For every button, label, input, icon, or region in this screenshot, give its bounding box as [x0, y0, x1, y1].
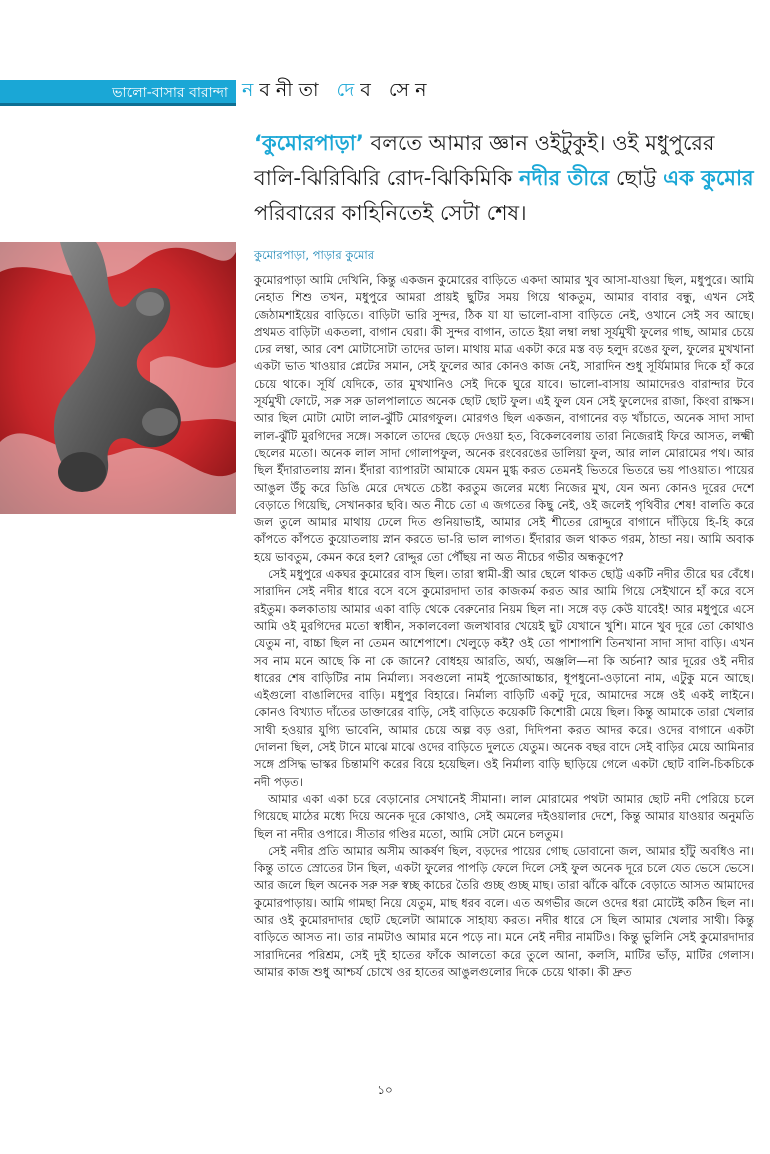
lead-highlight-2: এক কুমোর [663, 166, 754, 190]
lead-text-2: ছোট্ট [609, 166, 664, 190]
body-paragraph: সেই নদীর প্রতি আমার অসীম আকর্ষণ ছিল, বড়দের পায়ের গোছ ডোবানো জল, আমার হাঁটু অবধিও না। কিন্তু তাতে স্রোতের টান ছিল, একটা ফুলের পাপড়ি ফেলে দিলে সেই ফুল অনেক দূরে চলে যেত ভেসে ভেসে। আর জলে ছিল অনেক সরু সরু স্বচ্ছ কাচের তৈরি গুচ্ছ গুচ্ছ মাছ। তারা ঝাঁকে ঝাঁকে বেড়াতে আসত আমাদের কুমোরপাড়ায়। আমি গামছা নিয়ে যেতুম, মাছ ধরব বলে। এত অগভীর জলে ওদের ধরা মোটেই কঠিন ছিল না। আর ওই কুমোরদাদার ছোট ছেলেটা আমাকে সাহায্য করত। নদীর ধারে সে ছিল আমার খেলার সাথী। কিন্তু বাড়িতে আসত না। তার নামটাও আমার মনে পড়ে না। মনে নেই নদীর নামটিও। কিন্তু ভুলিনি সেই কুমোরদাদার সারাদিনের পরিশ্রম, সেই দুই হাতের ফাঁকে আলতো করে তুলে আনা, কলসি, মাটির ভাঁড়, মাটির গেলাস। আমার কাজ শুধু আশ্চর্য চোখে ওর হাতের আঙুলগুলোর দিকে চেয়ে থাকা। কী দ্রুত [254, 843, 754, 979]
lead-quote: ‘কুমোরপাড়া’ [254, 131, 364, 155]
section-caption: কুমোরপাড়া, পাড়ার কুমোর [254, 248, 375, 262]
author-name [242, 76, 432, 108]
column-tag: ভালো-বাসার বারান্দা [0, 80, 236, 106]
body-paragraph: কুমোরপাড়া আমি দেখিনি, কিন্তু একজন কুমোরের বাড়িতে একদা আমার খুব আসা-যাওয়া ছিল, মধুপুরে। আমি নেহাত শিশু তখন, মধুপুরে আমরা প্রায়ই ছুটির সময় গিয়ে থাকতুম, আমার বাবার বন্ধু, এখন সেই জেঠামশাইয়ের বাড়িতে। বাড়িটা ভারি সুন্দর, ঠিক যা যা ভালো-বাসা বাড়িতে নেই, ওখানে সেই সব আছে। প্রথমত বাড়িটা একতলা, বাগান ঘেরা। কী সুন্দর বাগান, তাতে ইয়া লম্বা লম্বা সূর্যমুখী ফুলের গাছ, আমার চেয়ে ঢের লম্বা, আর বেশ মোটাসোটা তাদের ডাল। মাথায় মাত্র একটা করে মস্ত বড় হলুদ রঙের ফুল, ফুলের মুখখানা একটা ভাত খাওয়ার প্লেটের সমান, সেই ফুলের আর কোনও কাজ নেই, সারাদিন শুধু সূর্যিমামার দিকে হাঁ করে চেয়ে থাকে। সূর্যি যেদিকে, তার মুখখানিও সেই দিকে ঘুরে যাবে। ভালো-বাসায় আমাদেরও বারান্দার টবে সূর্যমুখী ফোটে, সরু সরু ডালপালাতে অনেক ছোট ছোট ফুল। এই ফুল যেন সেই ফুলেদের রাজা, কিংবা রাক্ষস। আর ছিল মোটা মোটা লাল-ঝুঁটি মোরগফুল। মোরগও ছিল একজন, বাগানের বড় খাঁচাতে, অনেক সাদা সাদা লাল-ঝুঁটি মুরগিদের সঙ্গে। সকালে তাদের ছেড়ে দেওয়া হত, বিকেলবেলায় তারা নিজেরাই ফিরে আসত, লক্ষ্মী ছেলের মতো। অনেক লাল সাদা গোলাপফুল, অনেক রংবেরঙের ডালিয়া ফুল, আর লাল মোরামের পথ। আর ছিল ইঁদারাতলায় স্নান। ইঁদারা ব্যাপারটা আমাকে যেমন মুগ্ধ করত তেমনই ভিতরে ভিতরে ভয় পাওয়াত। পায়ের আঙুল উঁচু করে ডিঙি মেরে দেখতে চেষ্টা করতুম জলের মধ্যে নিজের মুখ, যেন অন্য কোনও দূরের দেশে বেড়াতে গিয়েছি, সেখানকার ছবি। অত নীচে তো এ জগতের কিছু নেই, ওই জলেই পৃথিবীর শেষ! বালতি করে জল তুলে আমার মাথায় ঢেলে দিত গুনিয়াভাই, আমার সেই শীতের রোদ্দুরে বাগানে দাঁড়িয়ে হি-হি করে কাঁপতে কাঁপতে কুয়োতলায় স্নান করতে ভা-রি ভাল লাগত। ইঁদারার জল থাকত গরম, ঠান্ডা নয়। আমি অবাক হয়ে ভাবতুম, কেমন করে হল? রোদ্দুর তো পৌঁছয় না অত নীচের গভীর অন্ধকূপে? [254, 273, 754, 564]
lead-paragraph [254, 126, 754, 231]
body-paragraph: আমার একা একা চরে বেড়ানোর সেখানেই সীমানা। লাল মোরামের পথটা আমার ছোট নদী পেরিয়ে চলে গিয়েছে মাঠের মধ্যে দিয়ে অনেক দূরে কোথাও, সেই অমলের দইওয়ালার দেশে, কিন্তু আমার যাওয়ার অনুমতি ছিল না নদীর ওপারে। সীতার গণ্ডির মতো, আমি সেটা মেনে চলতুম। [254, 791, 754, 841]
lead-text-1: বলতে আমার জ্ঞান ওইটুকুই। ওই মধুপুরের বালি-ঝিরিঝিরি রোদ-ঝিকিমিকি [254, 131, 715, 190]
clay-sculpture-image [0, 242, 236, 514]
lead-highlight-1: নদীর তীরে [519, 166, 610, 190]
article-body [254, 272, 754, 981]
author-letter-na: ন [242, 79, 260, 101]
author-letter-de: দে [336, 79, 361, 101]
lead-text-3: পরিবারের কাহিনিতেই সেটা শেষ। [254, 201, 527, 225]
author-last-name-rest: ব সেন [360, 79, 433, 101]
page-number: ১০ [377, 1083, 393, 1097]
body-paragraph: সেই মধুপুরে একঘর কুমোরের বাস ছিল। তারা স্বামী-স্ত্রী আর ছেলে থাকত ছোট্ট একটি নদীর তীরে ঘর বেঁধে। সারাদিন সেই নদীর ধারে বসে বসে কুমোরদাদা তার কাজকর্ম করত আর আমি গিয়ে সেইখানে হাঁ করে বসে রইতুম। কলকাতায় আমার একা বাড়ি থেকে বেরুনোর নিয়ম ছিল না। সঙ্গে বড় কেউ যাবেই! আর মধুপুরে এসে আমি ওই মুরগিদের মতো স্বাধীন, সকালবেলা জলখাবার খেয়েই ছুট যেখানে খুশি। মানে খুব দূরে তো কোথাও যেতুম না, বাচ্চা ছিল না তেমন আশেপাশে। খেলুড়ে কই? ওই তো পাশাপাশি তিনখানা সাদা সাদা বাড়ি। এখন সব নাম মনে আছে কি না কে জানে? বোধহয় আরতি, অর্ঘ্য, অঞ্জলি—না কি অর্চনা? আর দূরের ওই নদীর ধারের শেষ বাড়িটির নাম নির্মাল্য। সবগুলো নামই পুজোআচ্চার, ধূপধুনো-ওড়ানো নাম, এটুকু মনে আছে। এইগুলো বাঙালিদের বাড়ি। মধুপুর বিহারে। নির্মাল্য বাড়িটি একটু দূরে, আমাদের সঙ্গে ওই একই লাইনে। কোনও বিখ্যাত দাঁতের ডাক্তারের বাড়ি, সেই বাড়িতে কয়েকটি কিশোরী মেয়ে ছিল। কিন্তু আমাকে তারা খেলার সাথী হওয়ার যুগ্যি ভাবেনি, আমার চেয়ে অল্প বড় ওরা, দিদিপনা করত আদর করে। ওদের বাগানে একটা দোলনা ছিল, সেই টানে মাঝে মাঝে ওদের বাড়িতে দুলতে যেতুম। অনেক বছর বাদে সেই বাড়ির মেয়ে আমিনার সঙ্গে প্রসিদ্ধ ভাস্কর চিন্তামণি করের বিয়ে হয়েছিল। ওই নির্মাল্য বাড়ি ছাড়িয়ে গেলে একটা ছোট বালি-চিকচিকে নদী পড়ত। [254, 567, 754, 789]
clay-photo [0, 242, 236, 514]
author-first-name-rest: বনীতা [259, 79, 337, 101]
